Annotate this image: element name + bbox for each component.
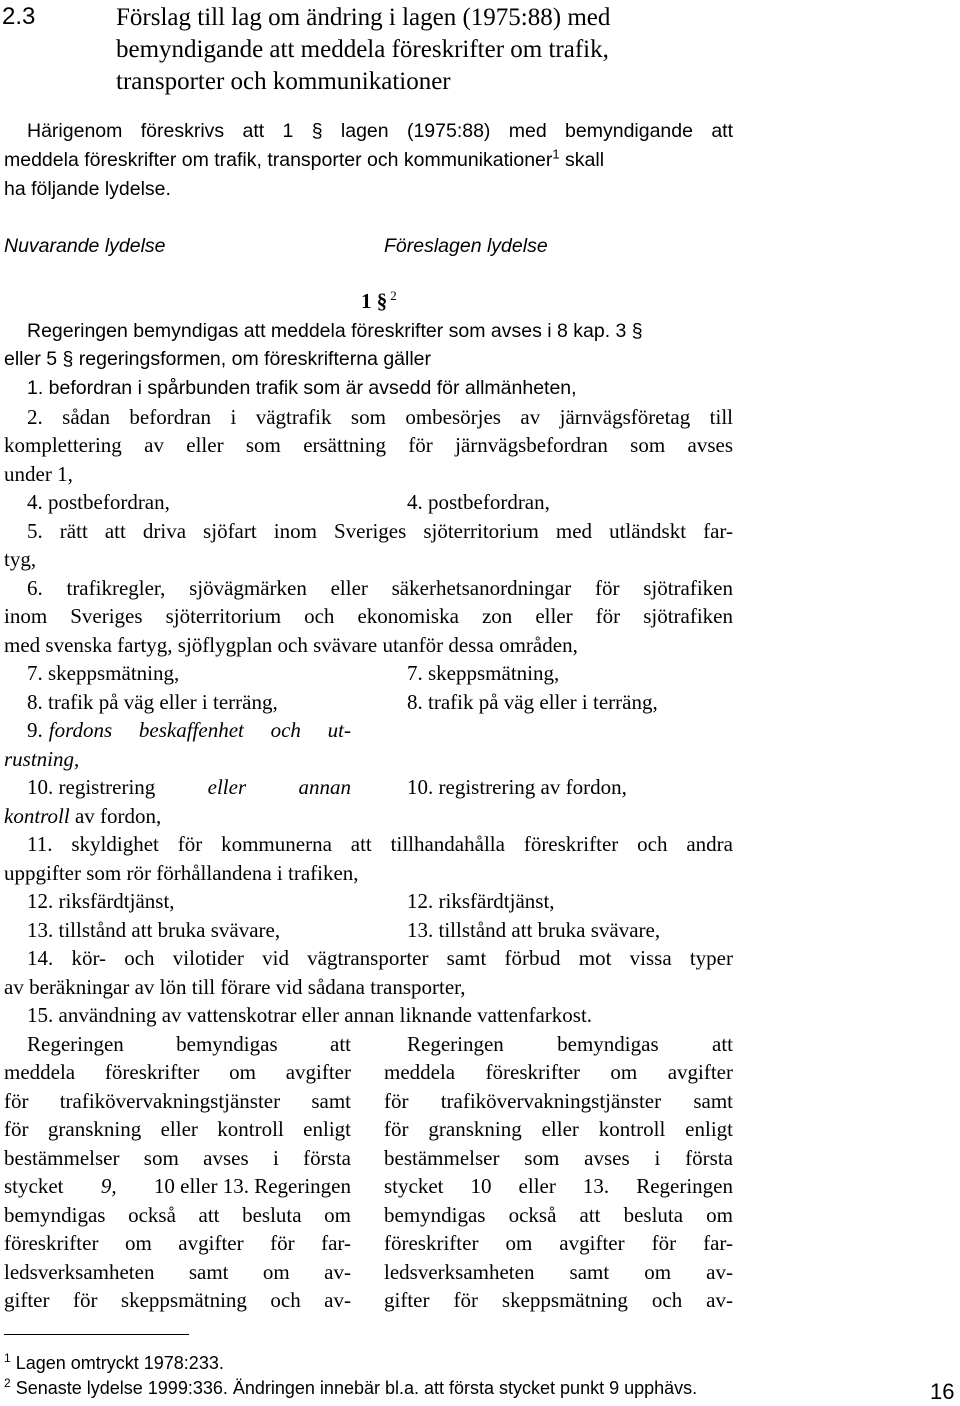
item-6-line-2: inom Sveriges sjöterritorium och ekonomiska zon eller för sjötrafiken	[4, 604, 733, 628]
footnote-divider	[4, 1334, 189, 1335]
left-para-line-6	[4, 1172, 351, 1201]
footnote-1-text: Lagen omtryckt 1978:233.	[15, 1353, 224, 1373]
left-item-10-line-2	[4, 802, 161, 831]
footnote-2	[4, 1378, 697, 1399]
item-6-line-3: med svenska fartyg, sjöflygplan och svävare utanför dessa områden,	[4, 633, 578, 657]
left-item-12: 12. riksfärdtjänst,	[27, 889, 175, 913]
right-para-line-4: för granskning eller kontroll enligt	[384, 1117, 733, 1141]
item-1: 1. befordran i spårbunden trafik som är avsedd för allmänheten,	[27, 377, 577, 399]
right-item-8: 8. trafik på väg eller i terräng,	[407, 690, 658, 714]
right-para-line-5: bestämmelser som avses i första	[384, 1146, 733, 1170]
left-para-line-9: ledsverksamheten samt om av-	[4, 1260, 351, 1284]
left-item-9-line-2: rustning,	[4, 747, 80, 771]
left-para-line-2: meddela föreskrifter om avgifter	[4, 1060, 351, 1084]
footnote-2-text: Senaste lydelse 1999:336. Ändringen innebär bl.a. att första stycket punkt 9 upphävs.	[15, 1378, 698, 1398]
left-para-line-6-ital: 9,	[100, 1174, 117, 1198]
right-item-4: 4. postbefordran,	[407, 490, 550, 514]
left-item-10-rest: av fordon,	[69, 804, 162, 828]
item-5-line-2: tyg,	[4, 547, 37, 571]
right-para-line-1: Regeringen bemyndigas att	[407, 1032, 733, 1056]
left-item-10-kontroll: kontroll	[4, 804, 70, 828]
left-para-line-6-b: 10 eller 13. Regeringen	[153, 1174, 351, 1198]
section-label	[361, 287, 397, 315]
left-para-line-10: gifter för skeppsmätning och av-	[4, 1288, 351, 1312]
left-para-line-3: för trafikövervakningstjänster samt	[4, 1089, 351, 1113]
common-line-b: eller 5 § regeringsformen, om föreskrifterna gäller	[4, 348, 432, 370]
item-2-line-2: komplettering av eller som ersättning för järnvägsbefordran som avses	[4, 433, 733, 457]
item-15: 15. användning av vattenskotrar eller annan liknande vattenfarkost.	[27, 1003, 593, 1027]
left-para-line-1: Regeringen bemyndigas att	[27, 1032, 351, 1056]
item-2-line-3: under 1,	[4, 462, 73, 486]
left-item-7: 7. skeppsmätning,	[27, 661, 180, 685]
left-item-13: 13. tillstånd att bruka svävare,	[27, 918, 281, 942]
heading-title-line-2: bemyndigande att meddela föreskrifter om trafik,	[116, 36, 609, 63]
item-5-line-1: 5. rätt att driva sjöfart inom Sveriges sjöterritorium med utländskt far-	[27, 519, 733, 543]
intro-line-2	[4, 146, 604, 175]
intro-line-3: ha följande lydelse.	[4, 178, 171, 200]
right-para-line-10: gifter för skeppsmätning och av-	[384, 1288, 733, 1312]
item-14-line-1: 14. kör- och vilotider vid vägtransporter samt förbud mot vissa typer	[27, 946, 733, 970]
heading-title-line-1: Förslag till lag om ändring i lagen (1975:88) med	[116, 4, 611, 31]
item-6-line-1: 6. trafikregler, sjövägmärken eller säkerhetsanordningar för sjötrafiken	[27, 576, 733, 600]
section-number: 2.3	[2, 3, 36, 30]
left-item-10-word-1: eller	[207, 775, 247, 799]
right-para-line-7: bemyndigas också att besluta om	[384, 1203, 733, 1227]
footnote-2-number: 2	[4, 1376, 11, 1390]
item-11-line-2: uppgifter som rör förhållandena i trafiken,	[4, 861, 359, 885]
left-item-10-line-1	[27, 773, 351, 802]
right-para-line-9: ledsverksamheten samt om av-	[384, 1260, 733, 1284]
right-item-13: 13. tillstånd att bruka svävare,	[407, 918, 661, 942]
left-item-10-word-2: annan	[298, 775, 351, 799]
left-item-8: 8. trafik på väg eller i terräng,	[27, 690, 278, 714]
intro-line-2-text: meddela föreskrifter om trafik, transporter och kommunikationer	[4, 149, 553, 171]
intro-line-1: Härigenom föreskrivs att 1 § lagen (1975:88) med bemyndigande att	[27, 120, 733, 142]
right-para-line-2: meddela föreskrifter om avgifter	[384, 1060, 733, 1084]
left-para-line-4: för granskning eller kontroll enligt	[4, 1117, 351, 1141]
right-para-line-8: föreskrifter om avgifter för far-	[384, 1231, 733, 1255]
column-heading-proposed: Föreslagen lydelse	[384, 235, 548, 257]
footnote-1-number: 1	[4, 1351, 11, 1365]
left-para-line-6-a: stycket	[4, 1174, 64, 1198]
column-heading-current: Nuvarande lydelse	[4, 235, 166, 257]
footnote-ref-2: 2	[390, 288, 397, 303]
item-11-line-1: 11. skyldighet för kommunerna att tillhandahålla föreskrifter och andra	[27, 832, 733, 856]
right-item-12: 12. riksfärdtjänst,	[407, 889, 555, 913]
common-line-a: Regeringen bemyndigas att meddela föreskrifter som avses i 8 kap. 3 §	[27, 320, 643, 342]
left-item-9-text: fordons beskaffenhet och ut-	[48, 718, 351, 742]
section-label-text: 1 §	[361, 289, 388, 313]
right-para-line-6: stycket 10 eller 13. Regeringen	[384, 1174, 733, 1198]
intro-line-2-end: skall	[559, 149, 605, 171]
left-item-9-line-1	[27, 716, 351, 745]
left-item-9-number: 9.	[27, 718, 43, 742]
left-para-line-5: bestämmelser som avses i första	[4, 1146, 351, 1170]
left-item-10-number: 10. registrering	[27, 775, 156, 799]
item-2-line-1: 2. sådan befordran i vägtrafik som ombesörjes av järnvägsföretag till	[27, 405, 733, 429]
heading-title-line-3: transporter och kommunikationer	[116, 68, 451, 95]
item-14-line-2: av beräkningar av lön till förare vid sådana transporter,	[4, 975, 466, 999]
left-item-4: 4. postbefordran,	[27, 490, 170, 514]
right-item-10: 10. registrering av fordon,	[407, 775, 627, 799]
left-para-line-8: föreskrifter om avgifter för far-	[4, 1231, 351, 1255]
right-para-line-3: för trafikövervakningstjänster samt	[384, 1089, 733, 1113]
footnote-ref-1: 1	[552, 146, 560, 162]
right-item-7: 7. skeppsmätning,	[407, 661, 560, 685]
page-number: 16	[930, 1379, 955, 1404]
footnote-1	[4, 1353, 224, 1374]
left-para-line-7: bemyndigas också att besluta om	[4, 1203, 351, 1227]
